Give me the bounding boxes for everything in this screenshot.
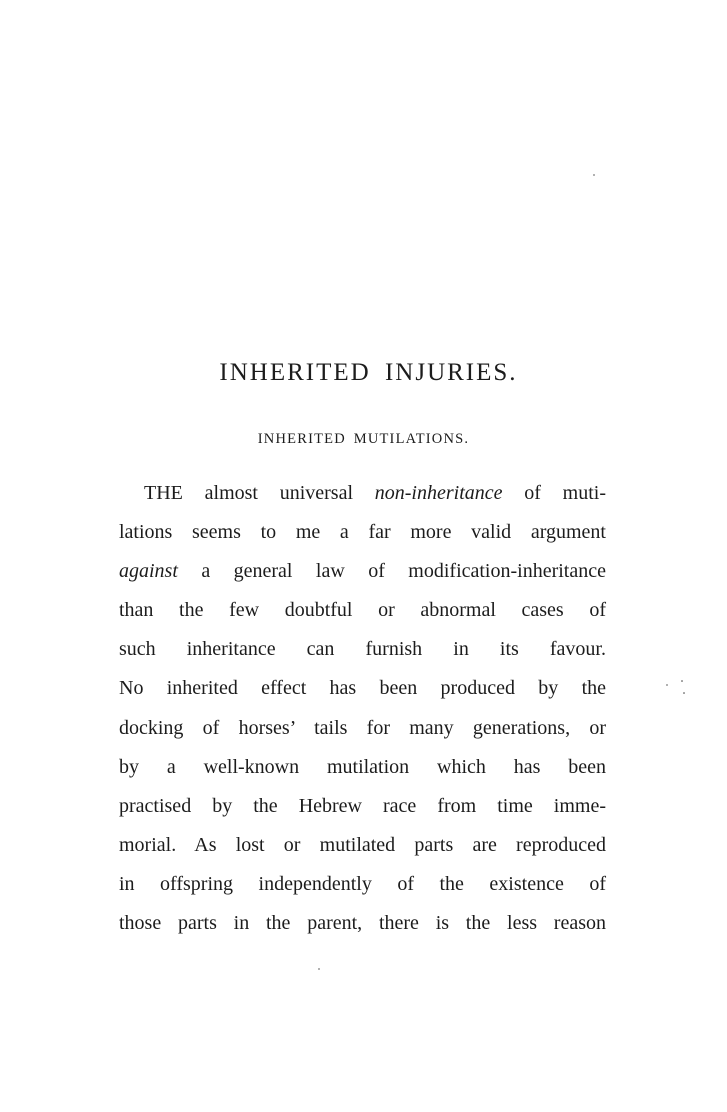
text-line — [119, 669, 606, 708]
text-run: morial. As lost or mutilated parts are reproduced — [119, 833, 606, 856]
text-line — [119, 474, 606, 513]
italic-text: against — [119, 560, 178, 583]
text-line — [119, 826, 606, 865]
text-run: in offspring independently of the existence of — [119, 872, 606, 895]
text-line — [119, 552, 606, 591]
paper-speck — [683, 692, 685, 694]
text-line — [119, 630, 606, 669]
text-line — [119, 709, 606, 748]
text-line — [119, 904, 606, 943]
text-run: of muti- — [502, 482, 606, 504]
text-line — [119, 513, 606, 552]
chapter-title: INHERITED INJURIES. — [219, 359, 518, 386]
paper-speck — [318, 968, 320, 970]
text-run: almost universal — [182, 482, 375, 504]
section-heading: INHERITED MUTILATIONS. — [257, 431, 470, 447]
text-line — [119, 865, 606, 904]
paper-speck — [681, 680, 683, 682]
text-line — [119, 787, 606, 826]
text-line — [119, 748, 606, 787]
text-run: such inheritance can furnish in its favour. — [119, 638, 606, 661]
body-paragraph — [119, 474, 606, 943]
text-run: docking of horses’ tails for many generations, or — [119, 716, 606, 739]
text-run: a general law of modification-inheritance — [177, 560, 606, 583]
text-run: those parts in the parent, there is the less reason — [119, 912, 606, 935]
text-run: practised by the Hebrew race from time imme- — [119, 794, 606, 817]
text-run: by a well-known mutilation which has been — [119, 755, 606, 778]
italic-text: non-inheritance — [374, 482, 503, 504]
text-run: than the few doubtful or abnormal cases of — [119, 599, 606, 622]
text-run: HE — [156, 482, 183, 504]
text-run: No inherited effect has been produced by the — [119, 677, 606, 700]
paper-speck — [593, 174, 595, 176]
text-run: lations seems to me a far more valid argument — [119, 521, 606, 544]
text-run: T — [144, 482, 157, 504]
paper-speck — [666, 684, 668, 686]
text-line — [119, 591, 606, 630]
